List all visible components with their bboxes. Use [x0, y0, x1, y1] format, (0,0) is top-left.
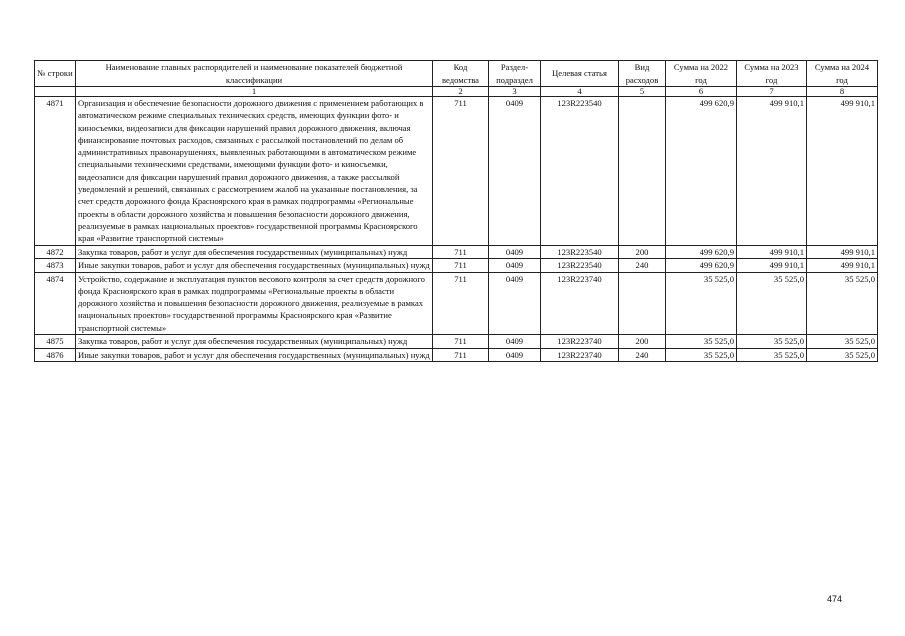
- dept-code: 711: [433, 272, 489, 334]
- row-number: 4871: [35, 97, 76, 246]
- section-code: 0409: [489, 348, 541, 362]
- row-number: 4874: [35, 272, 76, 334]
- section-code: 0409: [489, 97, 541, 246]
- target-article: 123R223740: [541, 348, 619, 362]
- section-code: 0409: [489, 245, 541, 259]
- sum-2024: 499 910,1: [807, 97, 878, 246]
- table-row: [35, 245, 878, 259]
- header-sum-2023: Сумма на 2023 год: [737, 61, 807, 87]
- column-number: 3: [489, 87, 541, 97]
- expense-type: 240: [619, 348, 666, 362]
- row-number: 4875: [35, 335, 76, 349]
- row-name: Иные закупки товаров, работ и услуг для обеспечения государственных (муниципальных) нужд: [76, 348, 433, 362]
- header-dept-code: Код ведомства: [433, 61, 489, 87]
- table-row: [35, 272, 878, 334]
- row-name: Устройство, содержание и эксплуатация пунктов весового контроля за счет средств дорожного фонда Красноярского края в рамках подпрограммы «Региональные проекты в области дорожного хозяйства и повышения безопасности дорожного движения, реализуемые в рамках национальных проектов» государственной программы Красноярского края «Развитие транспортной системы»: [76, 272, 433, 334]
- expense-type: 200: [619, 245, 666, 259]
- header-row-number: № строки: [35, 61, 76, 87]
- header-row: [35, 61, 878, 87]
- dept-code: 711: [433, 335, 489, 349]
- row-name: Организация и обеспечение безопасности дорожного движения с применением работающих в автоматическом режиме специальных технических средств, имеющих функции фото- и киносъемки, видеозаписи для фиксации нарушений правил дорожного движения, включая финансирование почтовых расходов, связанных с рассылкой постановлений по делам об административных правонарушениях, выявленных работающими в автоматическом режиме специальными техническими средствами, имеющими функции фото- и киносъемки, видеозаписи для фиксации нарушений правил дорожного движения, а также рассылкой уведомлений и решений, связанных с рассмотрением жалоб на указанные постановления, за счет средств дорожного фонда Красноярского края в рамках подпрограммы «Региональные проекты в области дорожного хозяйства и повышения безопасности дорожного движения, реализуемые в рамках национальных проектов» государственной программы Красноярского края «Развитие транспортной системы»: [76, 97, 433, 246]
- section-code: 0409: [489, 259, 541, 273]
- target-article: 123R223540: [541, 97, 619, 246]
- dept-code: 711: [433, 259, 489, 273]
- header-sum-2022: Сумма на 2022 год: [666, 61, 737, 87]
- column-number-row: [35, 87, 878, 97]
- sum-2023: 35 525,0: [737, 348, 807, 362]
- column-number: 2: [433, 87, 489, 97]
- header-sum-2024: Сумма на 2024 год: [807, 61, 878, 87]
- sum-2023: 499 910,1: [737, 245, 807, 259]
- section-code: 0409: [489, 272, 541, 334]
- row-number: 4873: [35, 259, 76, 273]
- table-row: [35, 97, 878, 246]
- header-name: Наименование главных распорядителей и наименование показателей бюджетной классификации: [76, 61, 433, 87]
- row-name: Закупка товаров, работ и услуг для обеспечения государственных (муниципальных) нужд: [76, 335, 433, 349]
- page-number: 474: [827, 594, 843, 604]
- column-number: 1: [76, 87, 433, 97]
- sum-2023: 35 525,0: [737, 272, 807, 334]
- sum-2022: 499 620,9: [666, 245, 737, 259]
- expense-type: [619, 97, 666, 246]
- section-code: 0409: [489, 335, 541, 349]
- column-number: 7: [737, 87, 807, 97]
- target-article: 123R223540: [541, 259, 619, 273]
- header-expense-type: Вид расходов: [619, 61, 666, 87]
- row-number: 4872: [35, 245, 76, 259]
- sum-2024: 499 910,1: [807, 245, 878, 259]
- budget-table: [34, 60, 878, 362]
- table-row: [35, 259, 878, 273]
- sum-2022: 35 525,0: [666, 348, 737, 362]
- table-row: [35, 348, 878, 362]
- sum-2024: 35 525,0: [807, 348, 878, 362]
- dept-code: 711: [433, 97, 489, 246]
- target-article: 123R223540: [541, 245, 619, 259]
- column-number: 4: [541, 87, 619, 97]
- column-number: 8: [807, 87, 878, 97]
- dept-code: 711: [433, 245, 489, 259]
- sum-2022: 35 525,0: [666, 335, 737, 349]
- row-name: Иные закупки товаров, работ и услуг для обеспечения государственных (муниципальных) нужд: [76, 259, 433, 273]
- sum-2022: 35 525,0: [666, 272, 737, 334]
- sum-2023: 35 525,0: [737, 335, 807, 349]
- column-number: [35, 87, 76, 97]
- dept-code: 711: [433, 348, 489, 362]
- target-article: 123R223740: [541, 272, 619, 334]
- target-article: 123R223740: [541, 335, 619, 349]
- expense-type: 200: [619, 335, 666, 349]
- column-number: 5: [619, 87, 666, 97]
- sum-2024: 35 525,0: [807, 272, 878, 334]
- sum-2022: 499 620,9: [666, 97, 737, 246]
- expense-type: 240: [619, 259, 666, 273]
- sum-2023: 499 910,1: [737, 259, 807, 273]
- row-name: Закупка товаров, работ и услуг для обеспечения государственных (муниципальных) нужд: [76, 245, 433, 259]
- table-row: [35, 335, 878, 349]
- sum-2023: 499 910,1: [737, 97, 807, 246]
- column-number: 6: [666, 87, 737, 97]
- sum-2022: 499 620,9: [666, 259, 737, 273]
- sum-2024: 35 525,0: [807, 335, 878, 349]
- row-number: 4876: [35, 348, 76, 362]
- header-section: Раздел-подраздел: [489, 61, 541, 87]
- header-target-article: Целевая статья: [541, 61, 619, 87]
- expense-type: [619, 272, 666, 334]
- sum-2024: 499 910,1: [807, 259, 878, 273]
